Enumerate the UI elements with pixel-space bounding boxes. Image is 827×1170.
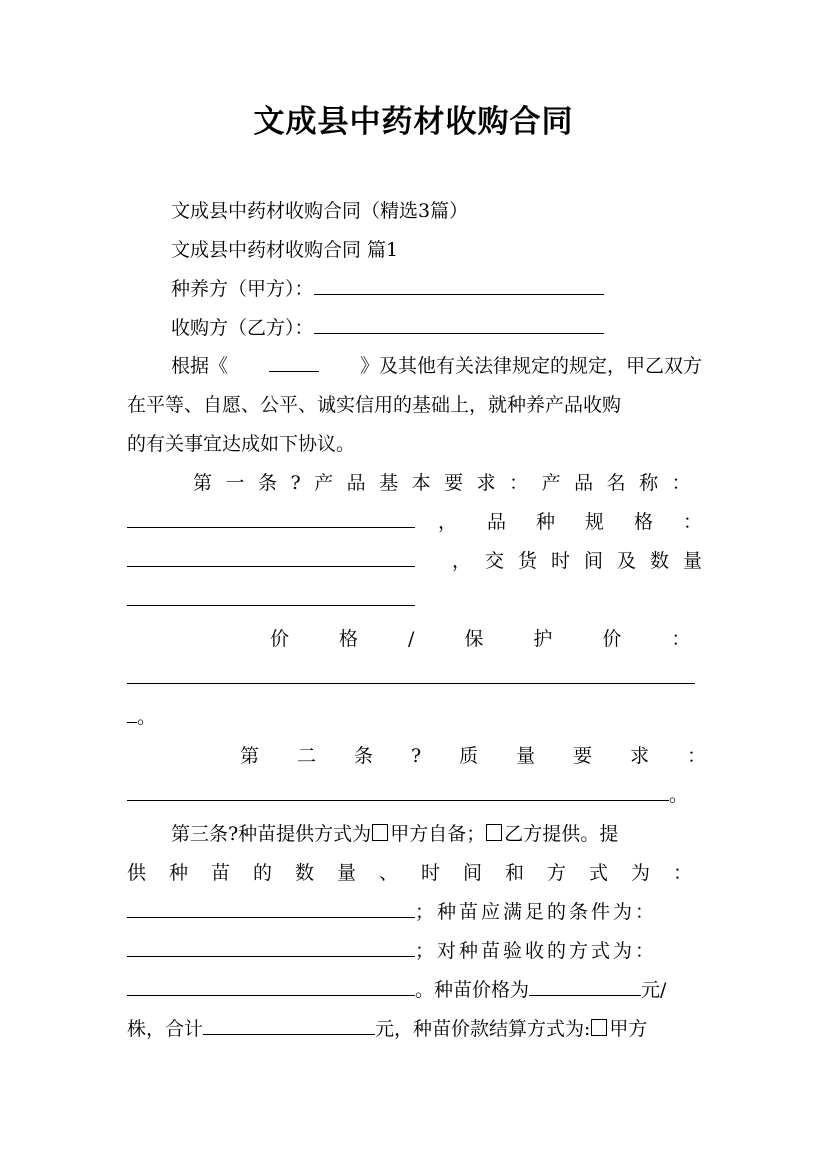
checkbox-party-b[interactable] [486,824,502,841]
price-heading: 价格/保护价： [270,628,741,650]
price-end-line [127,704,702,730]
quality-blank-line [127,782,702,808]
intro-line-1 [171,353,702,379]
subtitle-line: 文成县中药材收购合同（精选3篇） [171,200,469,222]
seedling-price-label: 。种苗价格为 [415,979,530,1001]
intro-line-3: 的有关事宜达成如下协议。 [127,433,356,455]
price-blank-line [127,665,702,691]
delivery-blank-line [127,587,702,613]
price-blank [127,665,695,684]
price-end: 。 [137,706,157,728]
article-3-line-2: 供种苗的数量、时间和方式为： [127,862,716,884]
intro-text-b: 》及其他有关法律规定的规定，甲乙双方 [359,355,702,377]
seedling-qty-blank [127,899,415,918]
seedling-conditions-blank [127,938,415,957]
party-b-label: 收购方（乙方）： [171,317,314,339]
product-name-blank [127,509,415,528]
quality-blank [127,782,669,801]
article-3-line-6 [127,1016,702,1042]
settlement-option-party-a: 甲方 [609,1018,648,1040]
quality-end: 。 [669,784,689,806]
option-party-b: 乙方提供。提 [504,823,619,845]
checkbox-settlement-party-a[interactable] [591,1019,607,1036]
article-3-line-3 [127,899,702,925]
article-3-line-4 [127,938,702,964]
seedling-price-blank [529,977,641,996]
article-1-variety-line [127,509,732,535]
party-a-label: 种养方（甲方）： [171,278,314,300]
acceptance-label: ；对种苗验收的方式为： [415,940,658,962]
party-b-blank [314,315,604,334]
article-1-delivery-line [127,548,716,574]
party-b-line [171,315,702,341]
document-title: 文成县中药材收购合同 [253,104,574,140]
intro-text-a: 根据《 [171,355,229,377]
party-a-blank [314,276,604,295]
article-2-heading: 第二条?质量要求： [240,745,745,767]
article-3-line-1 [171,821,702,847]
delivery-label: ，交货时间及数量 [451,550,716,572]
article-3-line-5 [127,977,702,1003]
settlement-label: 元，种苗价款结算方式为: [375,1018,591,1040]
acceptance-blank [127,977,415,996]
law-name-blank [269,353,319,372]
variety-label: ，品种规格： [437,511,732,533]
price-unit: 元/ [641,979,667,1001]
checkbox-party-a[interactable] [372,824,388,841]
price-blank-tail [127,704,137,723]
delivery-blank [127,587,415,606]
total-label: 株，合计 [127,1018,204,1040]
variety-blank [127,548,415,567]
intro-line-2: 在平等、自愿、公平、诚实信用的基础上，就种养产品收购 [127,394,622,416]
party-a-line [171,276,702,302]
article-heading: 文成县中药材收购合同 篇1 [171,239,399,261]
seedling-conditions-label: ；种苗应满足的条件为： [415,901,658,923]
article-3-heading: 第三条?种苗提供方式为 [171,823,372,845]
total-blank [203,1016,375,1035]
option-party-a: 甲方自备； [390,823,486,845]
article-1-heading: 第一条?产品基本要求：产品名称： [193,472,705,494]
